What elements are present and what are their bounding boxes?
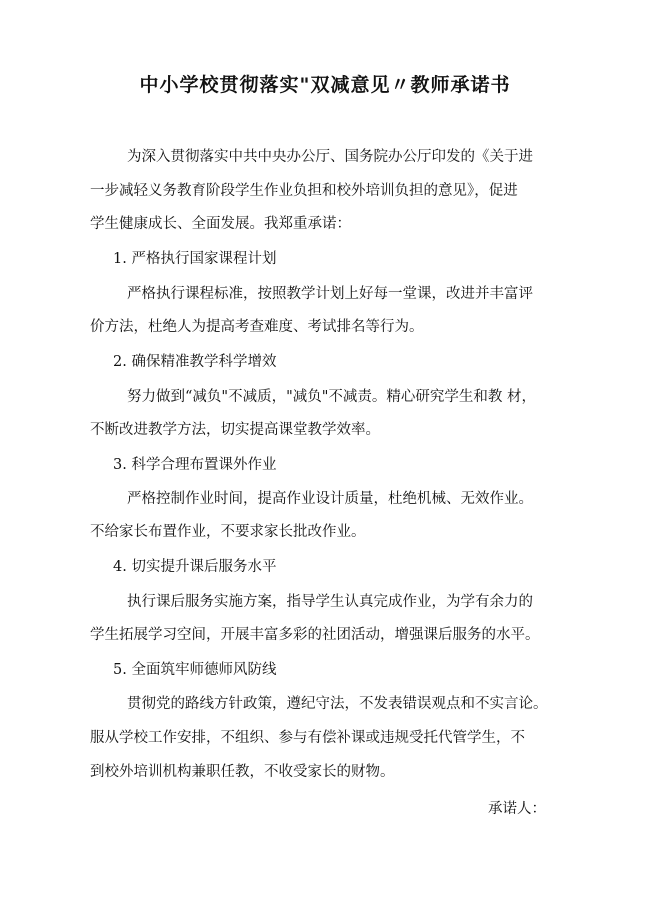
section-1-line: 严格执行课程标准，按照教学计划上好每一堂课，改进并丰富评 [127, 286, 533, 302]
section-5-line: 到校外培训机构兼职任教，不收受家长的财物。 [90, 764, 395, 780]
section-5-line: 贯彻党的路线方针政策，遵纪守法，不发表错误观点和不实言论。 [127, 696, 548, 712]
intro-line: 学生健康成长、全面发展。我郑重承诺： [90, 216, 351, 232]
document-title: 中小学校贯彻落实"双减意见〃教师承诺书 [139, 74, 511, 96]
signature-label: 承诺人： [488, 801, 546, 817]
intro-line: 一步减轻义务教育阶段学生作业负担和校外培训负担的意见》，促进 [90, 183, 518, 199]
section-5-line: 服从学校工作安排，不组织、参与有偿补课或违规受托代管学生，不 [90, 730, 525, 746]
section-heading-2: 2. 确保精准教学科学增效 [113, 354, 277, 370]
section-4-line: 执行课后服务实施方案，指导学生认真完成作业，为学有余力的 [127, 594, 533, 610]
section-heading-4: 4. 切实提升课后服务水平 [113, 559, 277, 575]
section-3-line: 严格控制作业时间，提高作业设计质量，杜绝机械、无效作业。 [127, 491, 533, 507]
section-3-line: 不给家长布置作业，不要求家长批改作业。 [90, 524, 366, 540]
section-2-line: 不断改进教学方法，切实提高课堂教学效率。 [90, 422, 380, 438]
section-2-line: 努力做到“减负"不减质，"减负"不减责。精心研究学生和教 材， [127, 389, 537, 405]
section-1-line: 价方法，杜绝人为提高考查难度、考试排名等行为。 [90, 319, 424, 335]
intro-line: 为深入贯彻落实中共中央办公厅、国务院办公厅印发的《关于进 [127, 149, 533, 165]
section-heading-5: 5. 全面筑牢师德师风防线 [113, 662, 277, 678]
section-heading-1: 1. 严格执行国家课程计划 [113, 251, 277, 267]
section-4-line: 学生拓展学习空间，开展丰富多彩的社团活动，增强课后服务的水平。 [90, 627, 540, 643]
section-heading-3: 3. 科学合理布置课外作业 [113, 457, 277, 473]
